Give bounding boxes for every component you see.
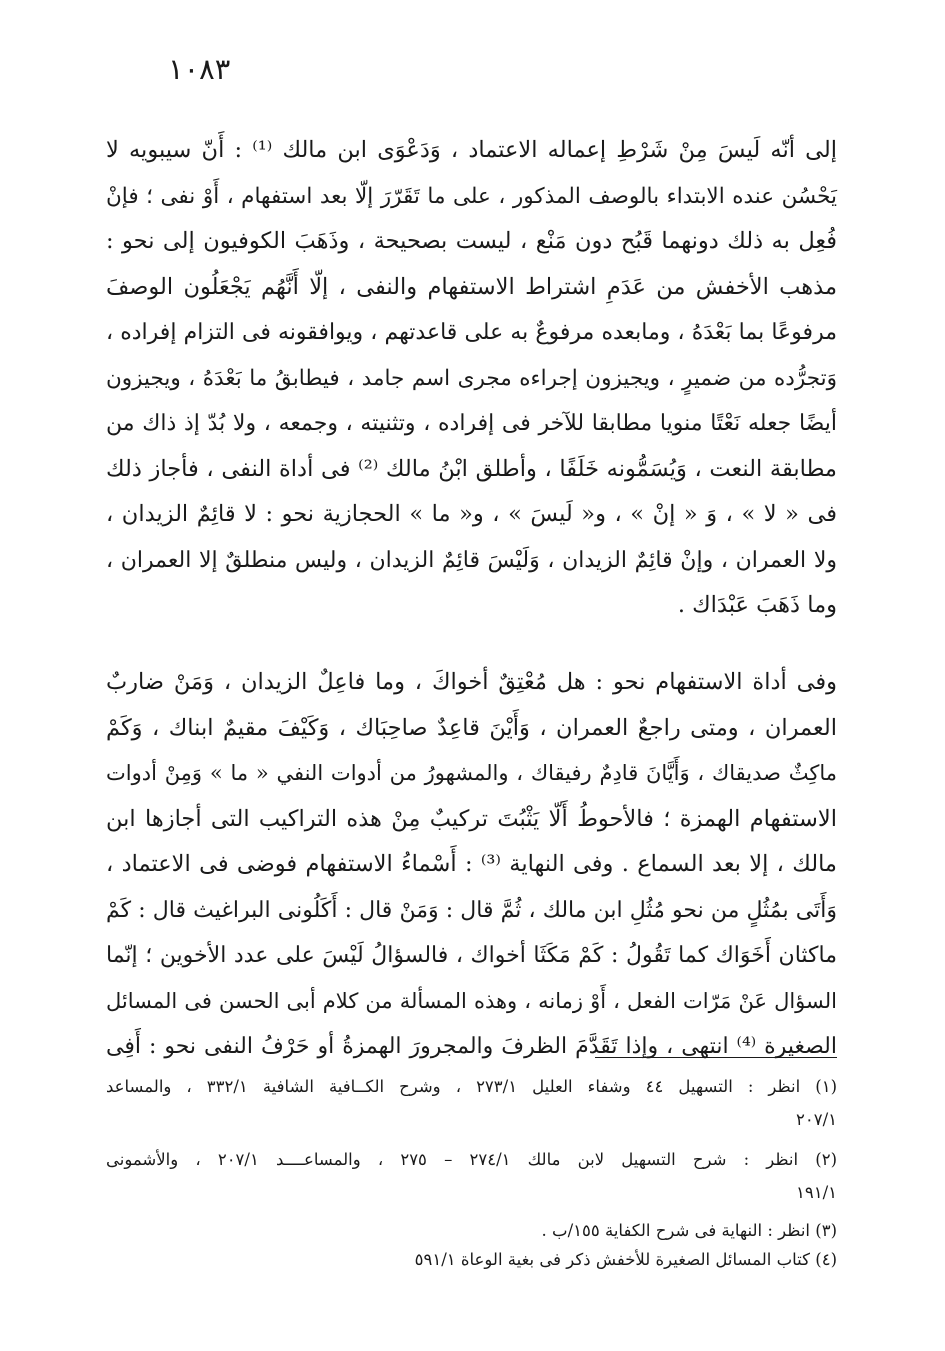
- footnote-1: [106, 1070, 837, 1136]
- body-paragraph-1: [106, 128, 837, 629]
- text-line: ماكثان أَخَوَاك كما تَقُولُ : كَمْ مَكَثَا أخواك ، فالسؤالُ لَيْسَ على عدد الأخوين ؛ إنّما: [106, 943, 837, 968]
- text-line: مالك ، إلا بعد السماع . وفى النهاية ⁽³⁾ : أَسْماءُ الاستفهام فوضى فى الاعتماد ،: [106, 851, 837, 877]
- text-line: أيضًا جعله نَعْتًا منويا مطابقا للآخر فى إفراده ، وتثنيته ، وجمعه ، ولا بُدّ إذ ذاك من: [106, 411, 837, 436]
- text-line: العمران ، ومتى راجعٌ العمران ، وَأَيْنَ قاعِدٌ صاحِبَاك ، وَكَيْفَ مقيمٌ ابناك ، وَكَمْ: [106, 714, 837, 741]
- text-line: الصغيرة ⁽⁴⁾ انتهى ، وإذا تَقَدَّمَ الظرفَ والمجرورَ الهمزةُ أو حَرْفُ النفى نحو : أَفِى: [106, 1034, 837, 1059]
- footnote-3: [106, 1216, 837, 1245]
- text-line: مطابقة النعت ، وَيُسَمُّونه خَلَفًا ، وأطلق ابْنُ مالك ⁽²⁾ فى أداة النفى ، فأجاز ذلك: [106, 455, 837, 482]
- text-line: يَحْسُن عنده الابتداء بالوصف المذكور ، على ما تَقَرّرَ إلّا بعد استفهام ، أَوْ نفى ؛ فإنْ: [106, 183, 837, 209]
- body-paragraph-2: [106, 660, 837, 1070]
- text-line: إلى أنّه لَيسَ مِنْ شَرْطِ إعماله الاعتماد ، وَدَعْوَى ابن مالك ⁽¹⁾ : أَنّ سيبويه لا: [106, 137, 837, 163]
- text-line: فُعِل به ذلك دونهما قَبُح دون مَنْع ، ليست بصحيحة ، وذَهَبَ الكوفيون إلى نحو :: [106, 228, 837, 254]
- footnote-line: (٤) كتاب المسائل الصغيرة للأخفش ذكر فى بغية الوعاة ٥٩١/١: [414, 1250, 837, 1269]
- text-line: وفى أداة الاستفهام نحو : هل مُعْتِقٌ أخواكَ ، وما فاعِلٌ الزيدان ، وَمَنْ ضاربٌ: [106, 669, 837, 695]
- footnotes: [106, 1070, 837, 1274]
- text-line: مذهب الأخفش من عَدَمِ اشتراط الاستفهام والنفى ، إلّا أَنَّهُم يَجْعَلُون الوصفَ: [106, 273, 837, 300]
- text-line: ولا العمران ، وإنْ قائِمٌ الزيدان ، وَلَيْسَ قائِمٌ الزيدان ، وليس منطلقٌ إلا العمران ،: [106, 547, 838, 573]
- text-line: فى « لا » ، وَ « إنْ » ، و« لَيسَ » ، و« ما » الحجازية نحو : لا قائِمٌ الزيدان ،: [106, 501, 837, 527]
- page-number: ١٠٨٣: [168, 52, 231, 86]
- footnote-line: ٢٠٧/١: [795, 1110, 837, 1129]
- footnote-4: [106, 1245, 837, 1274]
- text-line: مرفوعًا بما بَعْدَهُ ، ومابعده مرفوعٌ به على قاعدتهم ، ويوافقونه فى التزام إفراده ،: [106, 320, 837, 345]
- text-line: وَتجرُّده من ضميرٍ ، ويجيزون إجراءه مجرى اسم جامد ، فيطابقُ ما بَعْدَهُ ، ويجيزون: [106, 365, 837, 391]
- footnote-line: (٢) انظر : شرح التسهيل لابن مالك ٢٧٤/١ – ٢٧٥ ، والمساعــــد ٢٠٧/١ ، والأشمونى: [106, 1150, 837, 1169]
- footnote-2: [106, 1143, 837, 1209]
- footnote-divider: [595, 1057, 837, 1058]
- footnote-line: (١) انظر : التسهيل ٤٤ وشفاء العليل ٢٧٣/١ ، وشرح الكــافية الشافية ٣٣٢/١ ، والمساعد: [106, 1077, 838, 1096]
- footnote-line: ١٩١/١: [795, 1183, 837, 1202]
- text-line: وَأَتَى بمُثُلٍ من نحو مُثُلِ ابن مالك ، ثُمَّ قال : وَمَنْ قال : أَكَلُونى البراغيث قال : كَمْ: [106, 897, 837, 923]
- text-line: وما ذَهَبَ عَبْدَاك .: [677, 592, 837, 618]
- text-line: الاستفهام الهمزة ؛ فالأحوطُ أَلّا يَثْبُتَ تركيبٌ مِنْ هذه التراكيب التى أجازها ابن: [106, 805, 837, 832]
- text-line: ماكِثٌ صديقاك ، وَأَيَّانَ قادِمٌ رفيقاك ، والمشهورُ من أدوات النفي « ما » وَمِنْ أدوات: [106, 761, 837, 785]
- text-line: السؤال عَنْ مَرّات الفعل ، أَوْ زمانه ، وهذه المسألة من كلام أبى الحسن فى المسائل: [106, 988, 837, 1013]
- footnote-line: (٣) انظر : النهاية فى شرح الكفاية ١٥٥/ب .: [541, 1221, 837, 1240]
